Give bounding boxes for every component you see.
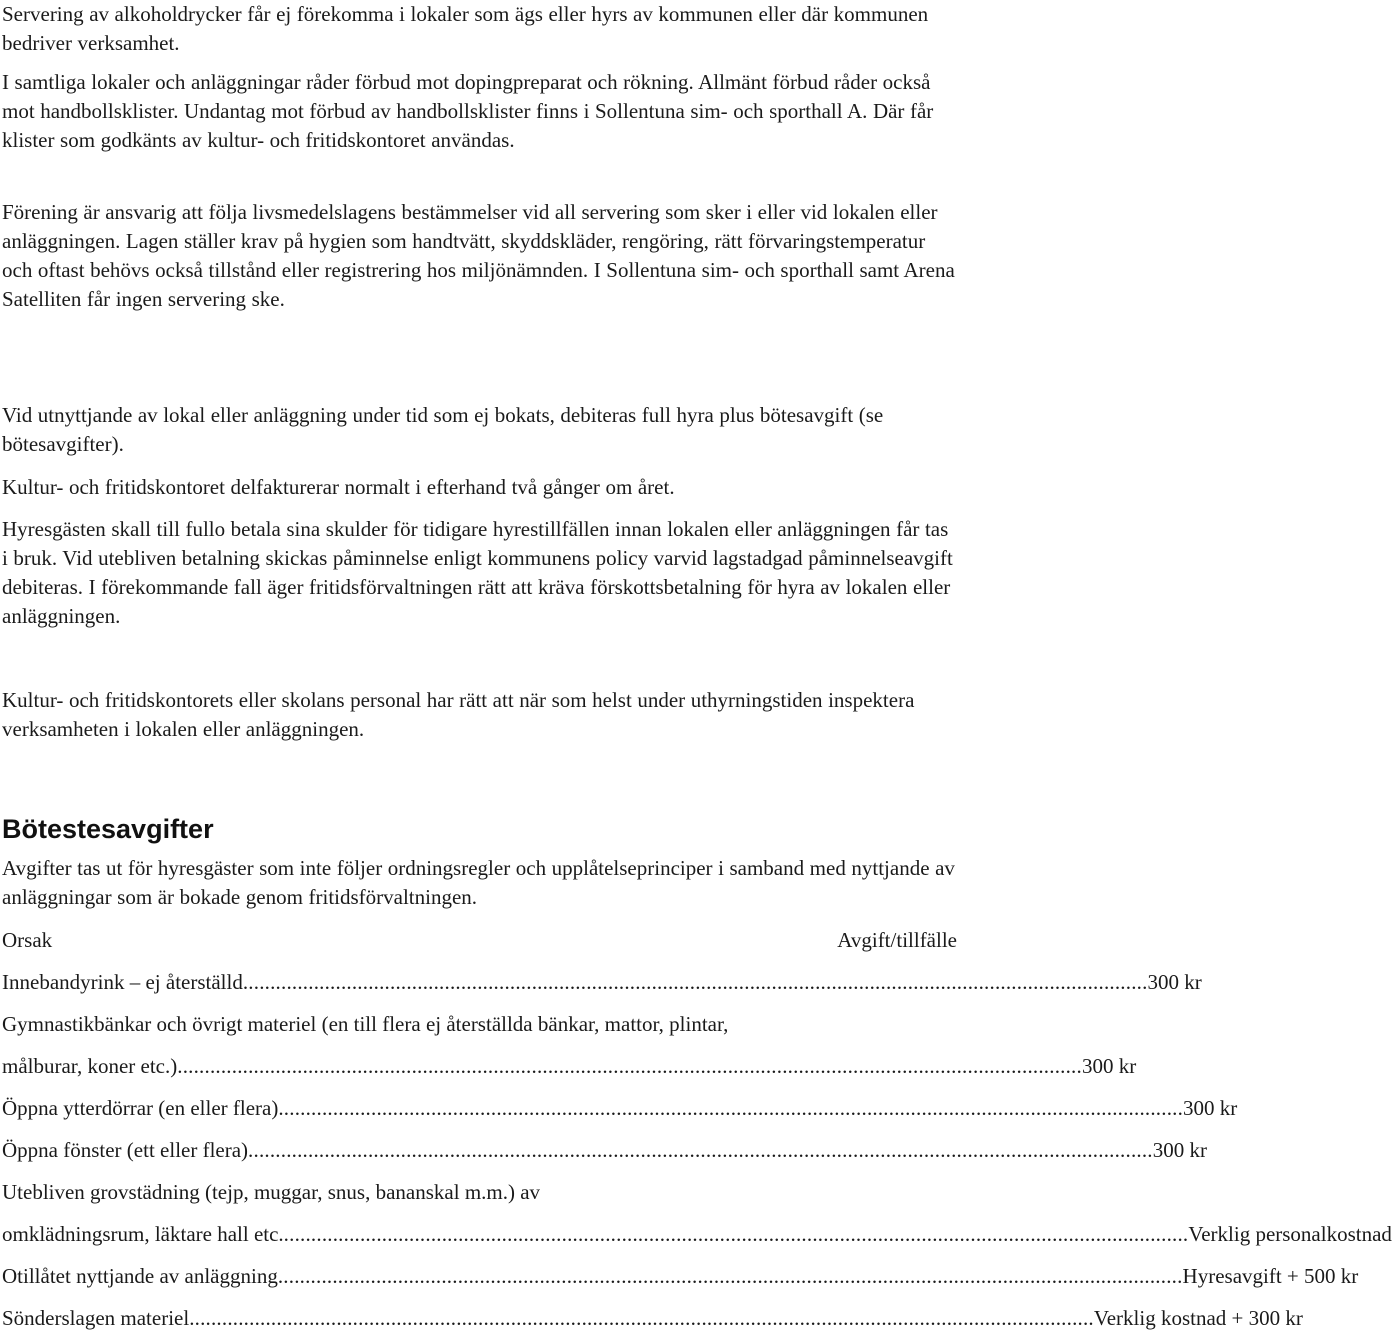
fee-label: Öppna fönster (ett eller flera) <box>2 1138 249 1162</box>
header-reason: Orsak <box>2 928 53 952</box>
fee-row <box>2 1262 1359 1292</box>
paragraph-unbooked-use: Vid utnyttjande av lokal eller anläggning under tid som ej bokats, debiteras full hyra plus bötesavgift (se bötesavgifter). <box>2 403 884 456</box>
fee-label: Öppna ytterdörrar (en eller flera) <box>2 1096 279 1120</box>
fee-label: omklädningsrum, läktare hall etc. <box>2 1222 284 1246</box>
fee-row <box>2 1052 1137 1082</box>
fee-label-first-line: Utebliven grovstädning (tejp, muggar, snus, bananskal m.m.) av <box>2 1180 541 1204</box>
fee-label: Innebandyrink – ej återställd <box>2 970 243 994</box>
paragraph-food-law: Förening är ansvarig att följa livsmedelslagens bestämmelser vid all servering som sker i eller vid lokalen eller anläggningen. Lagen ställer krav på hygien som handtvätt, skyddskläder, rengöring, rätt förvaringstemperatur och oftast behövs också tillstånd eller registrering hos miljönämnden. I Sollentuna sim- och sporthall samt Arena Satelliten får ingen servering ske. <box>2 200 955 311</box>
leader-dots: ...................................................................................................................................................................... <box>277 1264 1183 1288</box>
fee-amount: 300 kr <box>1152 1138 1207 1162</box>
leader-dots: ...................................................................................................................................................................... <box>248 1138 1153 1162</box>
fee-row <box>2 968 1202 998</box>
section-intro: Avgifter tas ut för hyresgäster som inte följer ordningsregler och upplåtelseprinciper i samband med nyttjande av anläggningar som är bokade genom fritidsförvaltningen. <box>2 856 955 909</box>
fee-label: målburar, koner etc.) <box>2 1054 178 1078</box>
leader-dots: ...................................................................................................................................................................... <box>189 1306 1094 1330</box>
header-fee: Avgift/tillfälle <box>837 928 957 952</box>
fee-row-continued <box>2 1010 957 1040</box>
fee-row <box>2 1304 1303 1334</box>
fee-row-continued <box>2 1178 957 1208</box>
paragraph-doping-smoking: I samtliga lokaler och anläggningar råder förbud mot dopingpreparat och rökning. Allmänt förbud råder också mot handbollsklister. Undantag mot förbud av handbollsklister finns i Sollentuna sim- och sporthall A. Där får klister som godkänts av kultur- och fritidskontoret användas. <box>2 70 934 152</box>
leader-dots: ...................................................................................................................................................................... <box>278 1096 1184 1120</box>
paragraph-inspection: Kultur- och fritidskontorets eller skolans personal har rätt att när som helst under uthyrningstiden inspektera verksamheten i lokalen eller anläggningen. <box>2 688 915 741</box>
leader-dots: ...................................................................................................................................................................... <box>177 1054 1082 1078</box>
leader-dots: ...................................................................................................................................................................... <box>283 1222 1189 1246</box>
fee-table-header <box>2 926 957 956</box>
fee-amount: 300 kr <box>1147 970 1202 994</box>
fee-label: Otillåtet nyttjande av anläggning <box>2 1264 278 1288</box>
fee-amount: Verklig personalkostnad <box>1188 1222 1392 1246</box>
paragraph-invoicing: Kultur- och fritidskontoret delfakturerar normalt i efterhand två gånger om året. <box>2 475 675 499</box>
section-heading: Bötestesavgifter <box>2 814 214 844</box>
paragraph-payment: Hyresgästen skall till fullo betala sina skulder för tidigare hyrestillfällen innan lokalen eller anläggningen får tas i bruk. Vid utebliven betalning skickas påminnelse enligt kommunens policy varvid lagstadgad påminnelseavgift debiteras. I förekommande fall äger fritidsförvaltningen rätt att kräva förskottsbetalning för hyra av lokalen eller anläggningen. <box>2 517 953 628</box>
fee-row <box>2 1220 1392 1250</box>
fee-label: Sönderslagen materiel <box>2 1306 190 1330</box>
paragraph-alcohol: Servering av alkoholdrycker får ej förekomma i lokaler som ägs eller hyrs av kommunen eller där kommunen bedriver verksamhet. <box>2 2 929 55</box>
fee-label-first-line: Gymnastikbänkar och övrigt materiel (en till flera ej återställda bänkar, mattor, plintar, <box>2 1012 729 1036</box>
fee-row <box>2 1094 1238 1124</box>
fee-amount: 300 kr <box>1183 1096 1238 1120</box>
fee-amount: Verklig kostnad + 300 kr <box>1093 1306 1303 1330</box>
fee-amount: Hyresavgift + 500 kr <box>1182 1264 1359 1288</box>
leader-dots: ...................................................................................................................................................................... <box>242 970 1148 994</box>
fee-amount: 300 kr <box>1081 1054 1137 1078</box>
fee-row <box>2 1136 1207 1166</box>
